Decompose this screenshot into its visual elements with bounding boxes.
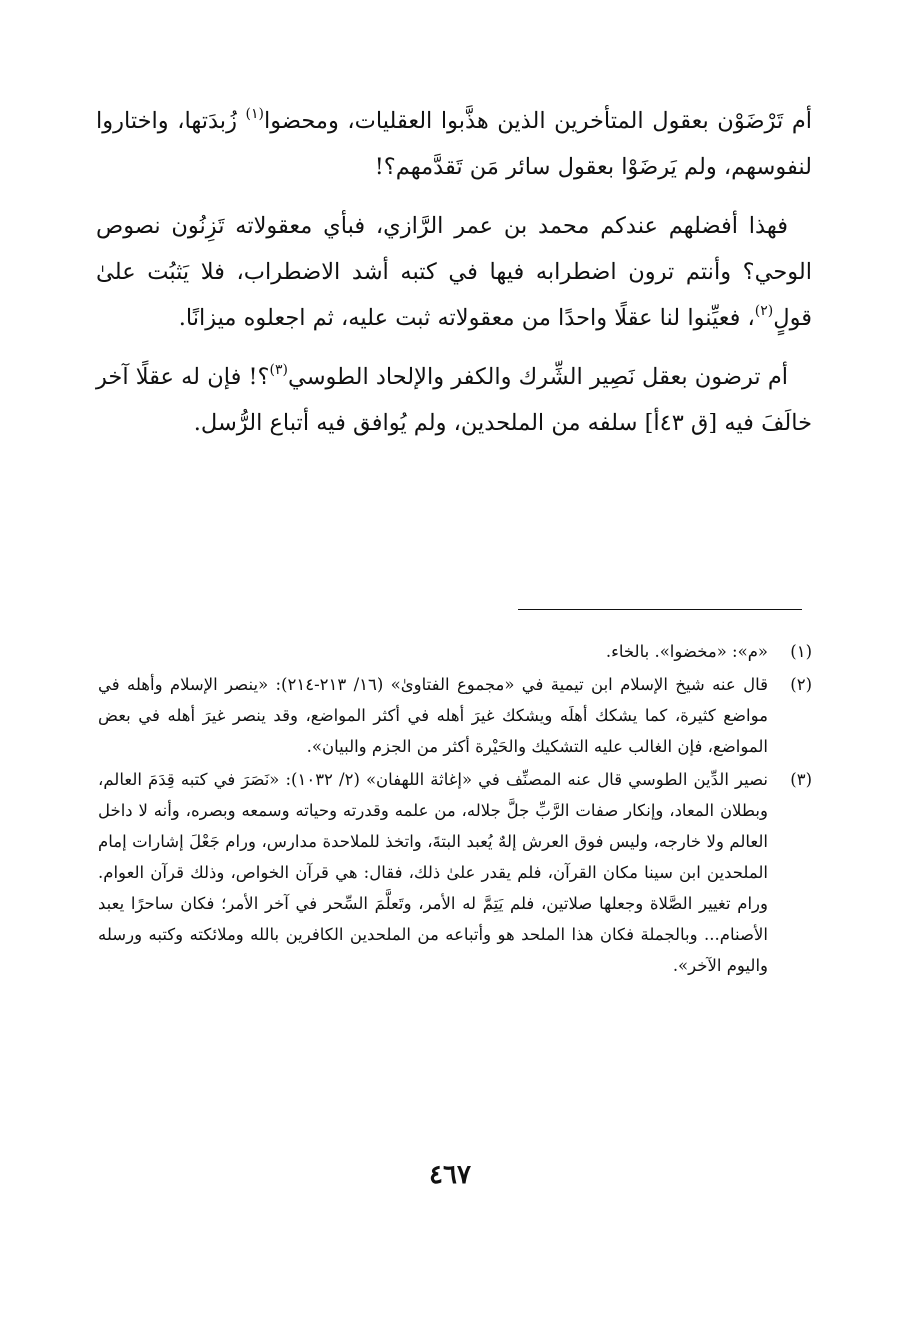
page-number: ٤٦٧	[429, 1160, 471, 1190]
footnotes	[98, 636, 812, 983]
footnote-3	[98, 764, 812, 981]
footnote-ref-3: (٣)	[269, 362, 288, 378]
main-text	[96, 98, 812, 459]
footnote-1-number: (١)	[790, 642, 812, 661]
paragraph-1-text-b: زُبدَتها، واختاروا لنفوسهم، ولم يَرضَوْا بعقول سائر مَن تَقدَّمهم؟!	[96, 108, 812, 180]
footnote-ref-1: (١)	[245, 106, 264, 122]
footnote-2-text: قال عنه شيخ الإسلام ابن تيمية في «مجموع الفتاوىٰ» (١٦/ ٢١٣-٢١٤): «ينصر الإسلام وأهله في مواضع كثيرة، كما يشكك أهلَه ويشكك غيرَ أهله في أكثر المواضع، وقد ينصر غيرَ أهله في بعض المواضع، فإن الغالب عليه التشكيك والحَيْرة أكثر من الجزم والبيان».	[98, 675, 768, 756]
paragraph-3-text-a: أم ترضون بعقل نَصِير الشِّرك والكفر والإلحاد الطوسي	[287, 364, 789, 390]
paragraph-3	[96, 354, 812, 446]
footnote-2-number: (٢)	[790, 675, 812, 694]
footnote-1	[98, 636, 812, 667]
paragraph-1-text-a: أم تَرْضَوْن بعقول المتأخرين الذين هذَّبوا العقليات، ومحضوا	[264, 108, 812, 134]
footnote-1-text: «م»: «مخضوا». بالخاء.	[605, 642, 768, 661]
footnote-separator	[518, 609, 802, 610]
paragraph-3-text-b: ؟! فإن له عقلًا آخر خالَفَ فيه [ق ٤٣أ] سلفه من الملحدين، ولم يُوافق فيه أتباع الرُّسل.	[96, 364, 812, 436]
paragraph-2	[96, 203, 812, 341]
paragraph-2-text-a: فهذا أفضلهم عندكم محمد بن عمر الرَّازي، فبأي معقولاته تَزِنُون نصوص الوحي؟ وأنتم ترون اضطرابه فيها في كتبه أشد الاضطراب، فلا يَثبُت علىٰ قولٍ	[96, 213, 812, 331]
footnote-3-text: نصير الدِّين الطوسي قال عنه المصنِّف في «إغاثة اللهفان» (٢/ ١٠٣٢): «نَصَرَ في كتبه قِدَمَ العالم، وبطلان المعاد، وإنكار صفات الرَّبِّ جلَّ جلاله، من علمه وقدرته وحياته وسمعه وبصره، وأنه لا داخل العالم ولا خارجه، وليس فوق العرش إلهٌ يُعبد البتةَ، واتخذ للملاحدة مدارس، ورام جَعْلَ إشارات إمام الملحدين ابن سينا مكان القرآن، فلم يقدر علىٰ ذلك، فقال: هي قرآن الخواص، وذلك قرآن العوام. ورام تغيير الصَّلاة وجعلها صلاتين، فلم يَتِمَّ له الأمر، وتَعلَّمَ السِّحر في آخر الأمر؛ فكان ساحرًا يعبد الأصنام... وبالجملة فكان هذا الملحد هو وأتباعه من الملحدين الكافرين بالله وملائكته وكتبه ورسله واليوم الآخر».	[98, 770, 768, 975]
footnote-2	[98, 669, 812, 762]
footnote-ref-2: (٢)	[754, 303, 774, 319]
footnote-3-number: (٣)	[790, 770, 812, 789]
paragraph-1	[96, 98, 812, 190]
paragraph-2-text-b: ، فعيِّنوا لنا عقلًا واحدًا من معقولاته ثبت عليه، ثم اجعلوه ميزانًا.	[178, 305, 755, 331]
